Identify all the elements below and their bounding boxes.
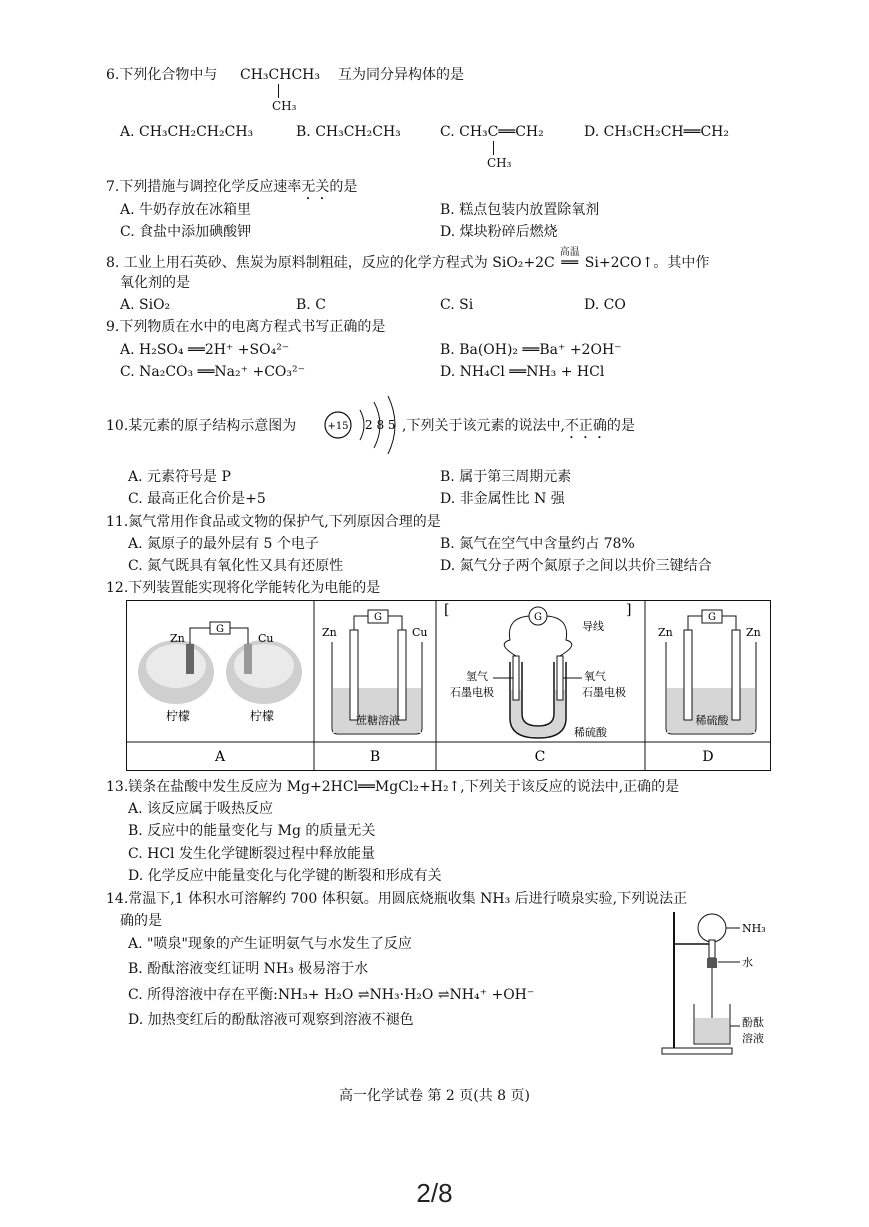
- q14-option-d: D. 加热变红后的酚酞溶液可观察到溶液不褪色: [128, 1012, 414, 1028]
- q13-option-b: B. 反应中的能量变化与 Mg 的质量无关: [128, 823, 376, 839]
- galvanometer-c: G: [534, 612, 542, 623]
- q11-option-c: C. 氮气既具有氧化性又具有还原性: [128, 558, 344, 574]
- fig-water-label: 水: [742, 956, 753, 969]
- q8-option-d: D. CO: [584, 297, 626, 313]
- fig-indicator-label-2: 溶液: [742, 1032, 764, 1045]
- q9-stem: 9.下列物质在水中的电离方程式书写正确的是: [106, 319, 386, 335]
- q13-option-c: C. HCl 发生化学键断裂过程中释放能量: [128, 846, 375, 862]
- q14-option-b: B. 酚酞溶液变红证明 NH₃ 极易溶于水: [128, 961, 369, 977]
- b-zn-label: Zn: [322, 626, 337, 639]
- q13-option-d: D. 化学反应中能量变化与化学键的断裂和形成有关: [128, 868, 442, 884]
- q12-label-c: C: [534, 749, 546, 765]
- q11-option-a: A. 氮原子的最外层有 5 个电子: [128, 536, 319, 552]
- d-zn-left-label: Zn: [658, 626, 673, 639]
- apparatus-c-fuel-cell: [444, 602, 631, 739]
- fig-nh3-label: NH₃: [742, 922, 766, 935]
- q6-formula-branch: CH₃: [272, 99, 297, 113]
- b-cu-label: Cu: [412, 626, 428, 639]
- atom-structure-diagram: [322, 392, 412, 454]
- c-h2-label: 氢气: [466, 670, 488, 683]
- galvanometer-b: G: [374, 612, 382, 623]
- q7-option-c: C. 食盐中添加碘酸钾: [120, 224, 252, 240]
- c-electrode-right-label: 石墨电极: [582, 686, 626, 699]
- b-solution-label: 蔗糖溶液: [356, 714, 400, 727]
- q11-option-d: D. 氮气分子两个氮原子之间以共价三键结合: [440, 558, 712, 574]
- q8-option-a: A. SiO₂: [120, 297, 171, 313]
- fig-indicator-label-1: 酚酞: [742, 1016, 764, 1029]
- svg-text:]: ]: [626, 602, 632, 618]
- q10-option-c: C. 最高正化合价是+5: [128, 491, 266, 507]
- q6-option-a: A. CH₃CH₂CH₂CH₃: [120, 124, 254, 140]
- q7-option-b: B. 糕点包装内放置除氧剂: [440, 202, 600, 218]
- q8-line2: 氧化剂的是: [120, 275, 190, 291]
- q12-label-d: D: [702, 749, 714, 765]
- q14-line2: 确的是: [120, 913, 162, 929]
- q12-apparatus-table: [126, 600, 772, 772]
- q10-option-b: B. 属于第三周期元素: [440, 469, 572, 485]
- atom-nucleus-label: +15: [327, 421, 349, 432]
- q13-option-a: A. 该反应属于吸热反应: [128, 801, 274, 817]
- q9-option-c: C. Na₂CO₃ ══Na₂⁺ +CO₃²⁻: [120, 364, 306, 380]
- q6-bond-line: [278, 84, 279, 98]
- svg-text:[: [: [444, 602, 450, 618]
- q6-option-b: B. CH₃CH₂CH₃: [296, 124, 401, 140]
- galvanometer-d: G: [708, 612, 716, 623]
- q6-stem: 6.下列化合物中与: [106, 67, 218, 83]
- apparatus-d-beaker: [658, 610, 761, 734]
- c-electrode-left-label: 石墨电极: [450, 686, 494, 699]
- d-zn-right-label: Zn: [746, 626, 761, 639]
- d-solution-label: 稀硫酸: [695, 714, 729, 727]
- q9-option-d: D. NH₄Cl ══NH₃ + HCl: [440, 364, 605, 380]
- page-footer: 高一化学试卷 第 2 页(共 8 页): [339, 1088, 530, 1104]
- c-o2-label: 氧气: [584, 670, 606, 683]
- q6-option-d: D. CH₃CH₂CH══CH₂: [584, 124, 730, 140]
- q10-option-a: A. 元素符号是 P: [128, 469, 231, 485]
- q8-option-b: B. C: [296, 297, 326, 313]
- c-wire-label: 导线: [582, 620, 604, 633]
- q14-option-a: A. "喷泉"现象的产生证明氨气与水发生了反应: [128, 936, 412, 952]
- q13-stem: 13.镁条在盐酸中发生反应为 Mg+2HCl══MgCl₂+H₂↑,下列关于该反应的说法中,正确的是: [106, 779, 680, 795]
- q10-stem-post: ,下列关于该元素的说法中,不正确的是: [402, 418, 635, 434]
- q14-option-c: C. 所得溶液中存在平衡:NH₃+ H₂O ⇌NH₃·H₂O ⇌NH₄⁺ +OH⁻: [128, 987, 535, 1003]
- fountain-experiment-diagram: [660, 908, 780, 1058]
- c-acid-label: 稀硫酸: [574, 726, 607, 739]
- q6-formula-main: CH₃CHCH₃: [240, 67, 320, 83]
- q6-option-c: C. CH₃C══CH₂: [440, 124, 544, 140]
- q7-stem: 7.下列措施与调控化学反应速率无关的是: [106, 179, 358, 195]
- a-lemon-left-label: 柠檬: [166, 709, 191, 723]
- a-zn-label: Zn: [170, 632, 185, 645]
- q7-option-d: D. 煤块粉碎后燃烧: [440, 224, 558, 240]
- q6-c-bond-line: [493, 141, 494, 155]
- a-cu-label: Cu: [258, 632, 274, 645]
- galvanometer-a: G: [216, 624, 224, 635]
- q7-option-a: A. 牛奶存放在冰箱里: [120, 202, 252, 218]
- q9-option-a: A. H₂SO₄ ══2H⁺ +SO₄²⁻: [120, 342, 290, 358]
- q10-option-d: D. 非金属性比 N 强: [440, 491, 565, 507]
- q12-label-b: B: [369, 749, 381, 765]
- q6-option-c-branch: CH₃: [487, 156, 512, 170]
- q10-stem-pre: 10.某元素的原子结构示意图为: [106, 418, 297, 434]
- q11-option-b: B. 氮气在空气中含量约占 78%: [440, 536, 635, 552]
- q14-line1: 14.常温下,1 体积水可溶解约 700 体积氨。用圆底烧瓶收集 NH₃ 后进行喷泉实验,下列说法正: [106, 891, 688, 907]
- page-indicator: 2/8: [416, 1178, 453, 1208]
- q8-option-c: C. Si: [440, 297, 474, 313]
- q8-line1: 8. 工业上用石英砂、焦炭为原料制粗硅，反应的化学方程式为 SiO₂+2C 高温 ══ Si+2CO↑。其中作: [106, 247, 710, 271]
- q12-label-a: A: [214, 749, 226, 765]
- q12-stem: 12.下列装置能实现将化学能转化为电能的是: [106, 580, 381, 596]
- apparatus-a-lemons: [138, 622, 302, 723]
- a-lemon-right-label: 柠檬: [250, 709, 275, 723]
- q6-stem-tail: 互为同分异构体的是: [338, 67, 464, 83]
- q11-stem: 11.氮气常用作食品或文物的保护气,下列原因合理的是: [106, 514, 441, 530]
- q9-option-b: B. Ba(OH)₂ ══Ba⁺ +2OH⁻: [440, 342, 622, 358]
- atom-shell-electrons: 2 8 5: [365, 418, 396, 432]
- apparatus-b-beaker: [322, 610, 428, 734]
